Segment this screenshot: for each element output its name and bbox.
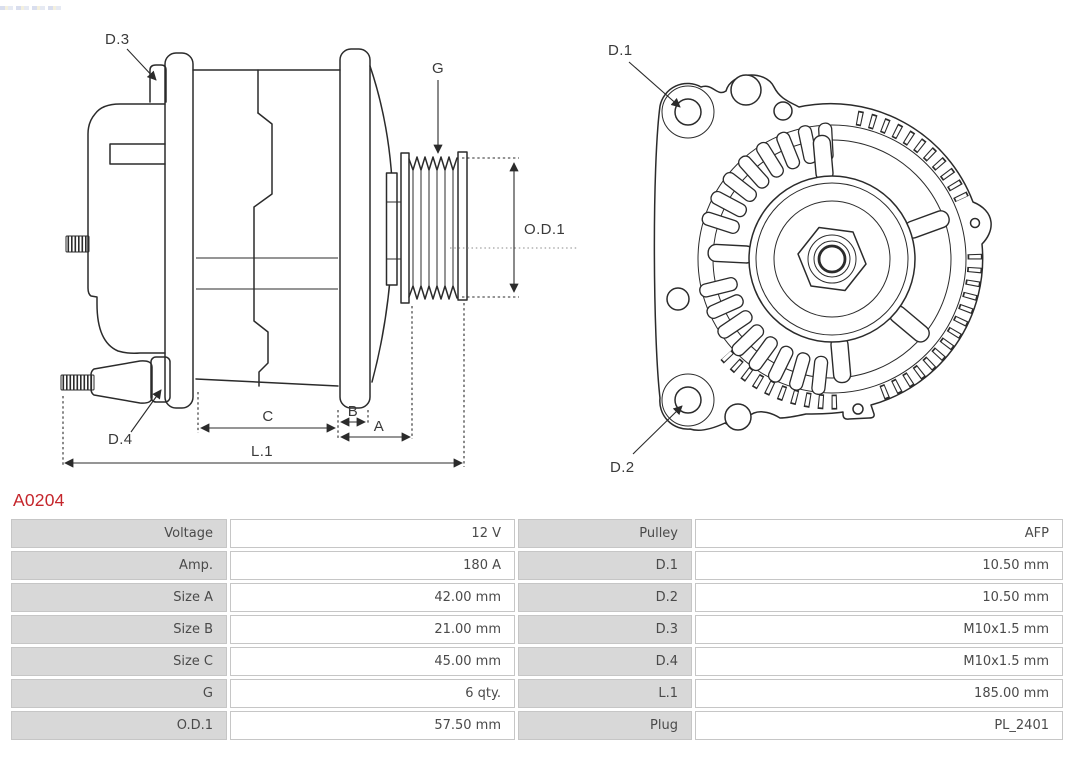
table-row: [11, 551, 1063, 580]
spec-label-amp: Amp.: [11, 551, 227, 580]
spec-value-od1: 57.50 mm: [230, 711, 515, 740]
part-number: A0204: [13, 490, 65, 510]
mount-hole-d1: [675, 99, 701, 125]
spec-table: [8, 516, 1066, 743]
dim-label-d4: D.4: [108, 431, 133, 448]
spec-value-d2: 10.50 mm: [695, 583, 1063, 612]
spec-label-d3: D.3: [518, 615, 692, 644]
dim-label-d1: D.1: [608, 42, 633, 59]
alternator-side-view-drawing: [61, 31, 578, 467]
callout-d2: [610, 406, 682, 476]
rear-cover: [88, 65, 166, 353]
d4-boss: [151, 357, 170, 402]
callout-d1: [608, 42, 680, 107]
table-row: [11, 647, 1063, 676]
spec-value-pulley: AFP: [695, 519, 1063, 548]
dim-label-od1: O.D.1: [524, 221, 566, 238]
spec-label-g: G: [11, 679, 227, 708]
spec-value-d3: M10x1.5 mm: [695, 615, 1063, 644]
table-row: [11, 519, 1063, 548]
callout-d3: [105, 31, 156, 80]
spec-value-size-b: 21.00 mm: [230, 615, 515, 644]
housing-body: [193, 70, 340, 386]
dim-label-d3: D.3: [105, 31, 130, 48]
spec-value-size-c: 45.00 mm: [230, 647, 515, 676]
spec-label-l1: L.1: [518, 679, 692, 708]
dim-label-b: B: [347, 403, 359, 420]
table-row: [11, 679, 1063, 708]
spec-label-size-c: Size C: [11, 647, 227, 676]
dim-label-d2: D.2: [610, 459, 635, 476]
spec-label-d4: D.4: [518, 647, 692, 676]
dim-label-g: G: [431, 60, 445, 77]
dimension-od1: [450, 158, 578, 297]
pulley: [401, 152, 467, 303]
spec-label-voltage: Voltage: [11, 519, 227, 548]
spec-label-d1: D.1: [518, 551, 692, 580]
spec-value-amp: 180 A: [230, 551, 515, 580]
spec-value-l1: 185.00 mm: [695, 679, 1063, 708]
spec-label-plug: Plug: [518, 711, 692, 740]
spec-label-od1: O.D.1: [11, 711, 227, 740]
dim-label-c: C: [262, 408, 274, 425]
table-row: [11, 583, 1063, 612]
spec-value-d1: 10.50 mm: [695, 551, 1063, 580]
alternator-front-view-drawing: [608, 42, 991, 476]
spec-value-g: 6 qty.: [230, 679, 515, 708]
shaft: [387, 173, 402, 285]
table-row: [11, 711, 1063, 740]
dim-label-l1: L.1: [250, 443, 274, 460]
spec-value-plug: PL_2401: [695, 711, 1063, 740]
spec-label-size-a: Size A: [11, 583, 227, 612]
spec-value-size-a: 42.00 mm: [230, 583, 515, 612]
terminal-stud-upper: [66, 236, 89, 252]
spec-label-d2: D.2: [518, 583, 692, 612]
dimension-c: [201, 408, 335, 428]
dim-label-a: A: [373, 418, 385, 435]
pulley-front: [749, 176, 915, 342]
spec-label-size-b: Size B: [11, 615, 227, 644]
spec-value-voltage: 12 V: [230, 519, 515, 548]
watermark-fragment: [0, 6, 62, 10]
spec-value-d4: M10x1.5 mm: [695, 647, 1063, 676]
table-row: [11, 615, 1063, 644]
terminal-stud-lower: [61, 357, 170, 403]
dimension-a: [341, 418, 410, 437]
front-bracket: [340, 49, 370, 408]
spec-label-pulley: Pulley: [518, 519, 692, 548]
callout-g: [432, 60, 444, 153]
technical-drawing-canvas: [0, 6, 1080, 484]
rear-bracket: [165, 53, 193, 408]
